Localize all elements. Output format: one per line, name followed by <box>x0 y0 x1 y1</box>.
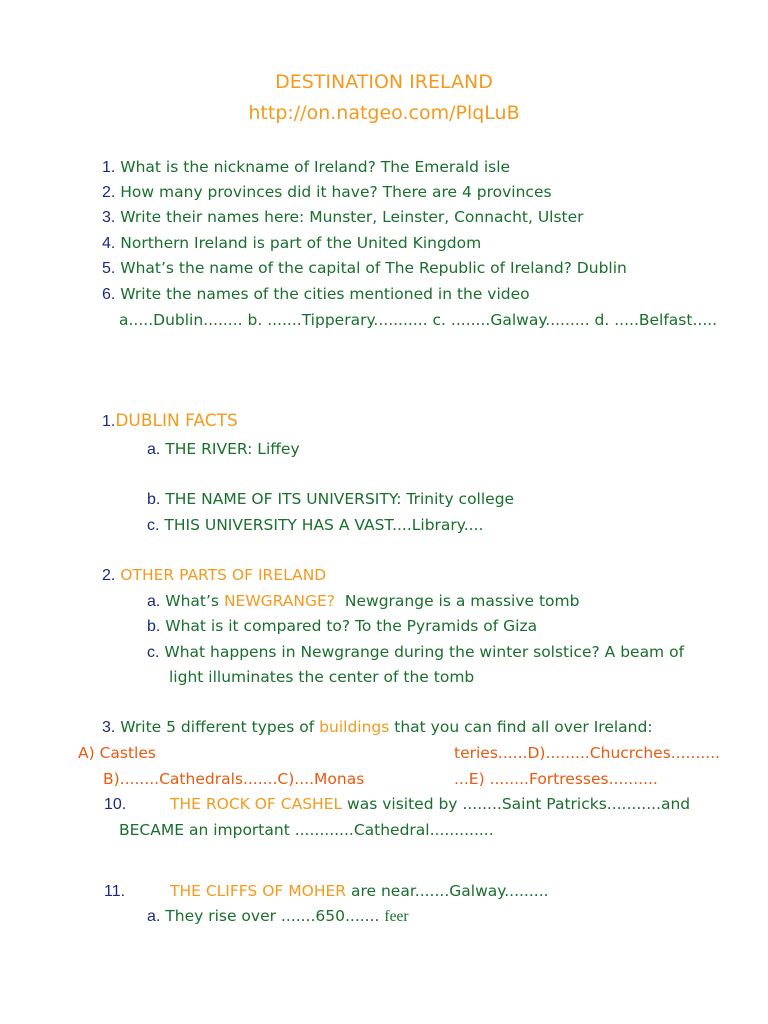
cities-answer-line: a.....Dublin........ b. .......Tipperary........... c. ........Galway......... d. .....Belfast..... <box>119 311 718 329</box>
item-letter: a. <box>147 593 161 610</box>
item-text: THE RIVER: Liffey <box>165 440 300 458</box>
question-4 <box>102 232 481 255</box>
question-6 <box>102 283 530 306</box>
cashel-question <box>104 793 690 816</box>
buildings-answer-e: ...E) ........Fortresses.......... <box>454 770 658 788</box>
item-letter: a. <box>147 441 161 458</box>
item-text: THIS UNIVERSITY HAS A VAST....Library.... <box>164 516 484 534</box>
section-number: 10. <box>104 796 127 813</box>
item-letter: c. <box>147 644 160 661</box>
other-parts-item-b <box>147 615 537 638</box>
question-text: What is the nickname of Ireland? The Emerald isle <box>120 158 511 176</box>
moher-item-a <box>147 905 409 928</box>
newgrange-highlight: NEWGRANGE? <box>223 592 336 610</box>
dublin-item-a <box>147 438 300 461</box>
cashel-line-2: BECAME an important ............Cathedral............. <box>119 821 494 839</box>
moher-question <box>104 880 549 903</box>
section-title: DUBLIN FACTS <box>115 411 238 431</box>
question-text: What’s the name of the capital of The Republic of Ireland? Dublin <box>120 259 627 277</box>
section-number: 11. <box>104 883 126 900</box>
question-number: 5. <box>102 260 116 277</box>
other-parts-item-c-continued: light illuminates the center of the tomb <box>169 668 475 686</box>
question-number: 4. <box>102 235 116 252</box>
buildings-highlight: buildings <box>319 718 390 736</box>
page-title: DESTINATION IRELAND <box>275 71 493 93</box>
question-text: How many provinces did it have? There are 4 provinces <box>120 183 552 201</box>
question-suffix: that you can find all over Ireland: <box>389 718 653 736</box>
question-number: 1. <box>102 159 116 176</box>
item-letter: b. <box>147 618 161 635</box>
section-title: OTHER PARTS OF IRELAND <box>120 566 327 584</box>
dublin-item-c <box>147 514 483 537</box>
question-prefix: Write 5 different types of <box>120 718 320 736</box>
item-answer: Newgrange is a massive tomb <box>335 592 580 610</box>
moher-text: are near.......Galway......... <box>346 882 549 900</box>
other-parts-item-a <box>147 590 579 613</box>
item-unit: feer <box>384 908 409 925</box>
question-2 <box>102 181 552 204</box>
item-text: What happens in Newgrange during the winter solstice? A beam of <box>164 643 685 661</box>
question-1 <box>102 156 510 179</box>
moher-highlight: THE CLIFFS OF MOHER <box>170 882 347 900</box>
question-number: 3. <box>102 209 116 226</box>
buildings-question <box>102 716 653 739</box>
question-text: Write their names here: Munster, Leinster, Connacht, Ulster <box>120 208 584 226</box>
dublin-item-b <box>147 488 514 511</box>
item-letter: a. <box>147 908 161 925</box>
buildings-answer-d: teries......D).........Chucrches.......... <box>454 744 721 762</box>
question-text: Write the names of the cities mentioned in the video <box>120 285 530 303</box>
cashel-text: was visited by ........Saint Patricks...........and <box>342 795 691 813</box>
section-number: 3. <box>102 719 116 736</box>
item-text: They rise over .......650....... <box>165 907 385 925</box>
item-text: THE NAME OF ITS UNIVERSITY: Trinity college <box>165 490 515 508</box>
item-letter: b. <box>147 491 161 508</box>
item-letter: c. <box>147 517 160 534</box>
title-link[interactable]: http://on.natgeo.com/PlqLuB <box>248 102 520 124</box>
question-number: 6. <box>102 286 116 303</box>
buildings-answer-a: A) Castles <box>78 744 156 762</box>
question-number: 2. <box>102 184 116 201</box>
question-3 <box>102 206 584 229</box>
item-text: What is it compared to? To the Pyramids of Giza <box>165 617 538 635</box>
other-parts-item-c <box>147 641 684 664</box>
dublin-section-heading <box>102 410 238 433</box>
item-prefix: What’s <box>165 592 224 610</box>
section-number: 2. <box>102 567 116 584</box>
section-number: 1. <box>102 413 116 430</box>
question-5 <box>102 257 627 280</box>
question-text: Northern Ireland is part of the United Kingdom <box>120 234 482 252</box>
cashel-highlight: THE ROCK OF CASHEL <box>170 795 343 813</box>
buildings-answer-b-c: B)........Cathedrals.......C)....Monas <box>103 770 365 788</box>
other-parts-heading <box>102 564 326 587</box>
